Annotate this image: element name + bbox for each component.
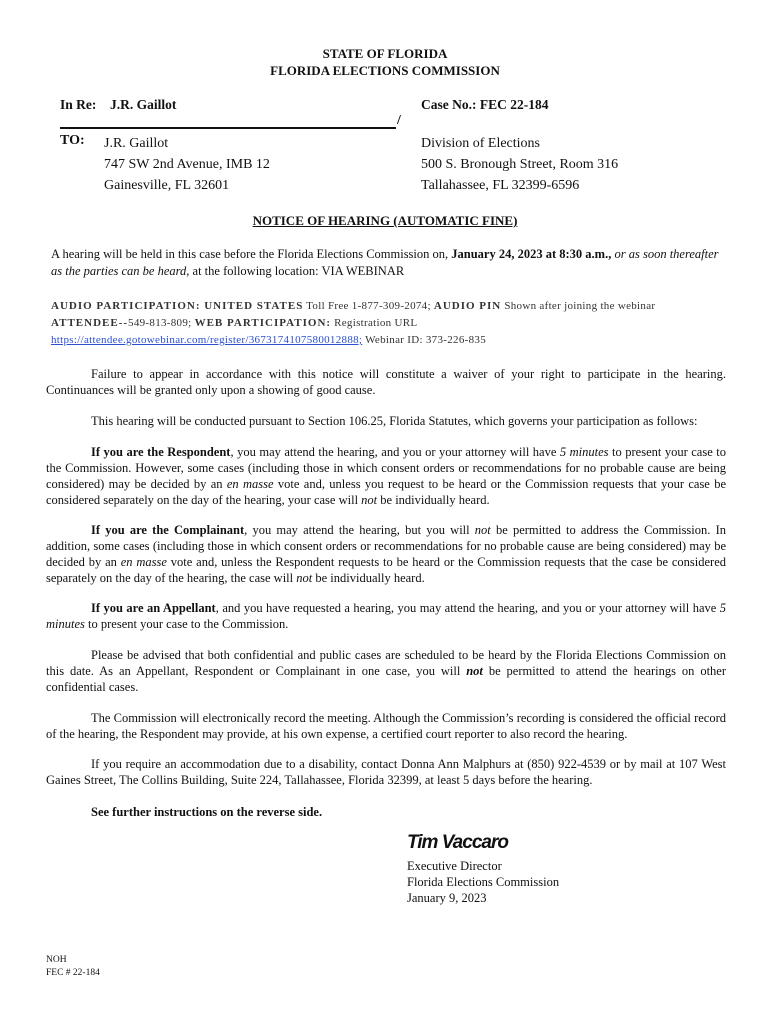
to-address-line: J.R. Gaillot <box>104 136 169 151</box>
audio-pin-text: Shown after joining the webinar <box>501 300 656 312</box>
caption-slash: / <box>397 113 401 128</box>
case-number: Case No.: FEC 22-184 <box>421 97 549 112</box>
webinar-participation <box>51 298 731 349</box>
to-label: TO: <box>60 133 85 148</box>
paragraph-text: to present your case to the Commission. <box>84 617 289 631</box>
respondent-paragraph <box>46 444 726 508</box>
failure-paragraph: Failure to appear in accordance with this notice will constitute a waiver of your right to participate in the hearing. Continuances will be granted only upon a showing of good cause. <box>46 367 726 397</box>
in-re-label: In Re: <box>60 97 97 112</box>
emphasis: 5 minutes <box>559 445 609 459</box>
paragraph-text: , you may attend the hearing, and you or your attorney will have <box>230 445 560 459</box>
from-address-line: 500 S. Bronough Street, Room 316 <box>421 157 619 172</box>
emphasis: not <box>296 571 313 585</box>
section-paragraph: This hearing will be conducted pursuant to Section 106.25, Florida Statutes, which governs your participation as follows: <box>91 414 698 428</box>
web-participation-label: WEB PARTICIPATION: <box>194 317 332 329</box>
paragraph-text: , you may attend the hearing, but you will <box>244 523 475 537</box>
paragraph-text: be individually heard. <box>312 571 425 585</box>
signature-date: January 9, 2023 <box>407 891 487 905</box>
emphasis: 5 minutes <box>46 601 726 631</box>
signature-block <box>407 858 559 906</box>
emphasis: en masse <box>226 477 274 491</box>
footer-case: FEC # 22-184 <box>46 968 100 978</box>
paragraph-text: be permitted to address the Commission. In addition, some cases (including those in which consent orders or recommendations for no probable cause are being considered) may be decided by an <box>46 523 726 569</box>
signature: Tim Vaccaro <box>407 832 508 853</box>
intro-text: or as soon thereafter as the parties can be heard <box>51 247 719 278</box>
hearing-date: January 24, 2023 at 8:30 a.m., <box>451 247 612 261</box>
registration-label: Registration URL <box>331 317 418 329</box>
emphasis: not <box>474 523 491 537</box>
audio-pin-label: AUDIO PIN <box>433 300 502 312</box>
registration-link[interactable]: https://attendee.gotowebinar.com/register/3673174107580012888; <box>51 334 363 346</box>
complainant-lead: If you are the Complainant <box>91 523 245 537</box>
appellant-lead: If you are an Appellant <box>91 601 216 615</box>
webinar-id: Webinar ID: 373-226-835 <box>362 334 487 346</box>
from-address-line: Division of Elections <box>421 136 540 151</box>
paragraph-text: Please be advised that both confidential and public cases are scheduled to be heard by the Florida Elections Commission on this date. As an Appellant, Respondent or Complainant in one case, you will <box>46 648 726 678</box>
respondent-lead: If you are the Respondent <box>91 445 231 459</box>
caption-rule <box>60 127 396 129</box>
paragraph-text: be permitted to attend the hearings on other confidential cases. <box>46 664 727 694</box>
signer-title: Executive Director <box>407 859 502 873</box>
advised-paragraph <box>46 647 726 695</box>
intro-location: , at the following location: VIA WEBINAR <box>186 264 405 278</box>
from-address-line: Tallahassee, FL 32399-6596 <box>421 178 580 193</box>
attendee-label: ATTENDEE-- <box>51 317 129 329</box>
complainant-paragraph <box>46 522 726 586</box>
notice-title: NOTICE OF HEARING (AUTOMATIC FINE) <box>252 213 518 228</box>
paragraph-text: be individually heard. <box>377 493 490 507</box>
paragraph-text: vote and, unless the Respondent requests to be heard or the Commission requests that the case be considered separately on the day of the hearing, the case will <box>46 555 726 585</box>
in-re-name: J.R. Gaillot <box>110 97 177 112</box>
paragraph-text: to present your case to the Commission. However, some cases (including those in which consent orders or recommendations for no probable cause are being considered) may be decided by an <box>46 445 726 491</box>
toll-free-number: Toll Free 1-877-309-2074; <box>303 300 434 312</box>
to-address <box>104 133 270 196</box>
footer-code <box>46 954 100 980</box>
emphasis: not <box>361 493 378 507</box>
appellant-paragraph <box>46 600 726 632</box>
to-address-line: 747 SW 2nd Avenue, IMB 12 <box>104 157 270 172</box>
attendee-id: 549-813-809; <box>128 317 195 329</box>
emphasis: en masse <box>120 555 167 569</box>
agency-state: STATE OF FLORIDA <box>322 46 448 61</box>
intro-text: A hearing will be held in this case before the Florida Elections Commission on, <box>51 247 452 261</box>
agency-commission: FLORIDA ELECTIONS COMMISSION <box>270 63 500 78</box>
footer-form: NOH <box>46 955 67 965</box>
paragraph-text: vote and, unless you request to be heard or the Commission requests that your case be considered separately on the day of the hearing, your case will <box>46 477 726 507</box>
record-paragraph: The Commission will electronically record the meeting. Although the Commission’s recording is considered the official record of the hearing, the Respondent may provide, at his own expense, a certified court reporter to also record the hearing. <box>46 711 726 741</box>
paragraph-text: , and you have requested a hearing, you may attend the hearing, and you or your attorney will have <box>215 601 720 615</box>
from-address <box>421 133 618 196</box>
audio-label: AUDIO PARTICIPATION: UNITED STATES <box>51 300 304 312</box>
further-instructions: See further instructions on the reverse side. <box>91 805 323 819</box>
signer-organization: Florida Elections Commission <box>407 875 560 889</box>
to-address-line: Gainesville, FL 32601 <box>104 178 230 193</box>
accommodation-paragraph: If you require an accommodation due to a disability, contact Donna Ann Malphurs at (850) 922-4539 or by mail at 107 West Gaines Street, The Collins Building, Suite 224, Tallahassee, Florida 32399, at least 5 days before the hearing. <box>46 757 726 787</box>
hearing-intro <box>51 246 731 280</box>
emphasis: not <box>466 664 483 678</box>
